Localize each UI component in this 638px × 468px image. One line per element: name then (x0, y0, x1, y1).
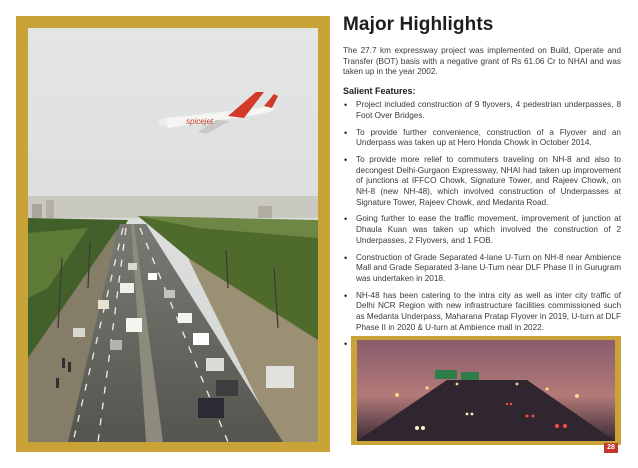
bullet-icon: • (344, 127, 348, 138)
salient-features-list (343, 100, 621, 371)
list-item: • Project included construction of 9 flyovers, 4 pedestrian underpasses, 8 Foot Over Bridges. (344, 100, 621, 120)
main-photo-frame (16, 16, 330, 452)
bullet-icon: • (344, 339, 348, 350)
list-item: • NH-48 has been catering to the intra city as well as inter city traffic of Delhi NCR Region with new infrastructure facilities commissioned such as Medanta Underpass, Maharana Pratap Flyover in 2019, U-turn at DLF Phase II in 2020 & U-turn at Ambience mall in 2022. (344, 290, 621, 332)
intro-paragraph: The 27.7 km expressway project was implemented on Build, Operate and Transfer (BOT) basis with a negative grant of Rs 61.06 Cr to NHAI and was taken up in the year 2002. (343, 46, 621, 77)
bullet-icon: • (344, 214, 348, 225)
list-item: • To provide further convenience, construction of a Flyover and an Underpass was taken up at Hero Honda Chowk in October 2014. (344, 127, 621, 148)
bullet-icon: • (344, 290, 348, 301)
bullet-icon: • (344, 252, 348, 263)
secondary-photo-frame (351, 336, 621, 445)
expressway-photo (28, 28, 318, 442)
airline-logo-text: spicejet (186, 117, 214, 126)
page-title: Major Highlights (343, 14, 494, 35)
list-item: • To provide more relief to commuters traveling on NH-8 and also to decongest Delhi-Gurgaon Expressway, NHAI had taken up improvement of junctions at IFFCO Chowk, Signature Tower, and Rajeev Chowk, on NH-8 (new NH-48), which involved construction of Underpasses at Signature Tower, Rajeev Chowk, and Medanta Road. (344, 154, 621, 207)
bullet-icon: • (344, 100, 348, 111)
highlights-section (343, 14, 621, 378)
list-item: • Construction of Grade Separated 4-lane U-Turn on NH-8 near Ambience Mall and Grade Separated 3-lane U-Turn near DLF Phase II in Gurugram was undertaken in 2018. (344, 252, 622, 283)
list-item: • Going further to ease the traffic movement, improvement of junction at Dhaula Kuan was taken up which involved the construction of 2 Underpasses, 2 Flyovers, and 1 FOB. (344, 214, 621, 245)
bullet-icon: • (344, 154, 348, 165)
night-traffic-photo (357, 340, 615, 441)
salient-features-heading: Salient Features: (343, 86, 416, 97)
page-number-badge: 28 (604, 443, 618, 453)
